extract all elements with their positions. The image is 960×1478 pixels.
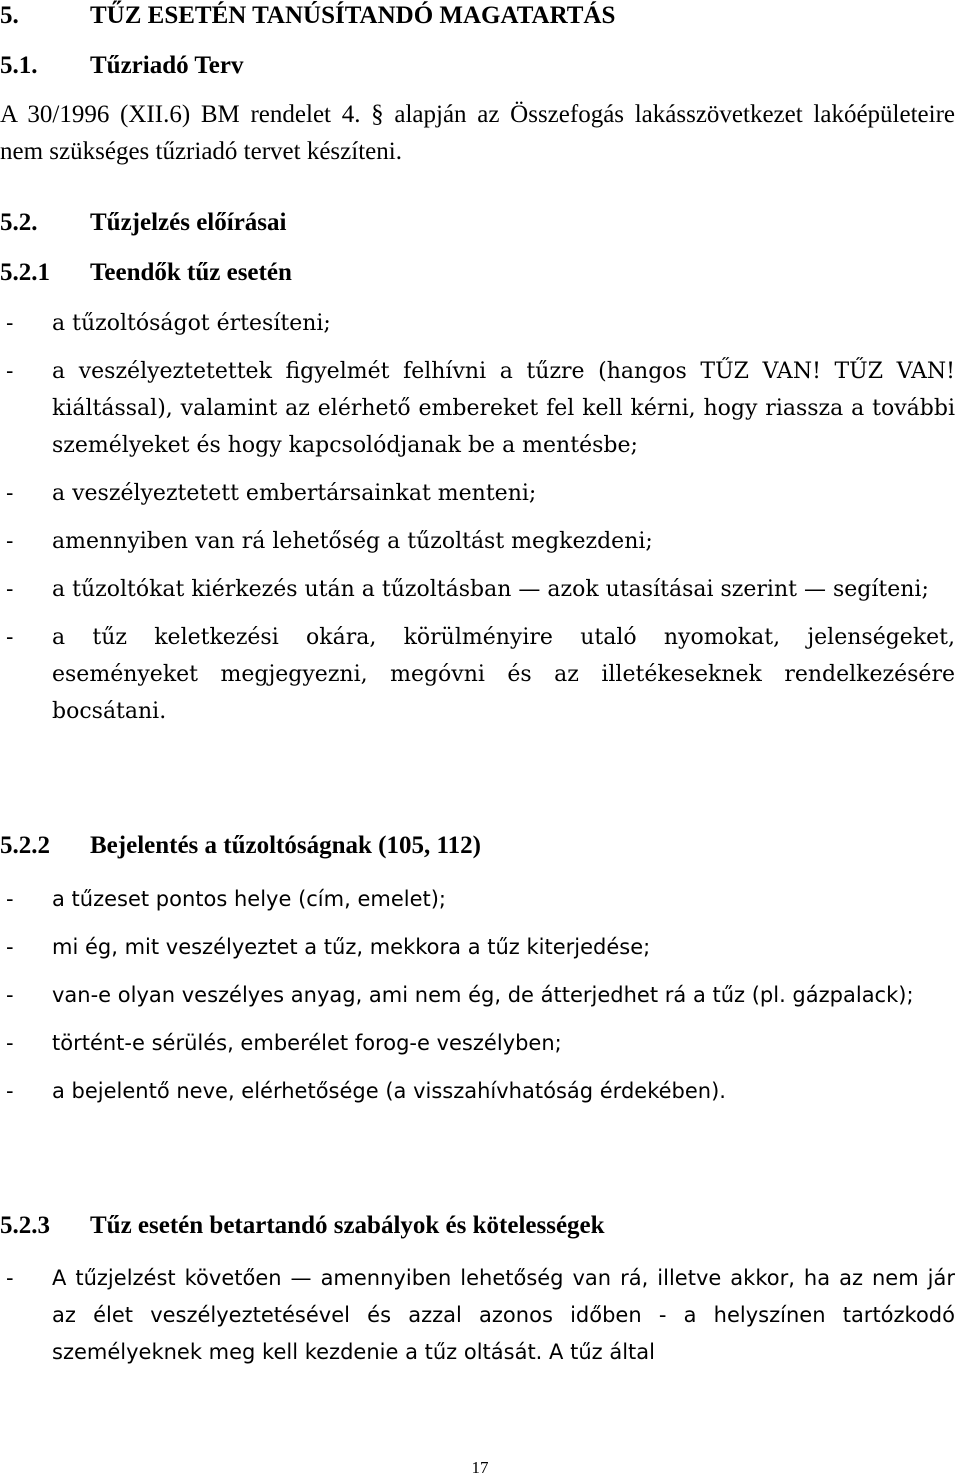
chapter-heading	[0, 2, 960, 30]
list-item	[0, 977, 955, 1014]
list-item	[0, 305, 955, 342]
list-dash: -	[6, 577, 14, 602]
list-item-text: a tűzeset pontos helye (cím, emelet);	[52, 887, 447, 911]
list-item-text: történt-e sérülés, emberélet forog-e veszélyben;	[52, 1031, 562, 1055]
section-number: 5.2.3	[0, 1212, 50, 1239]
list-item	[0, 475, 955, 512]
list-item	[0, 571, 955, 608]
section-5-1-heading	[0, 52, 960, 80]
section-5-2-1-list	[0, 305, 955, 730]
list-item-text: van-e olyan veszélyes anyag, ami nem ég, de átterjedhet rá a tűz (pl. gázpalack);	[52, 983, 914, 1007]
section-title: Tűzriadó Terv	[90, 52, 244, 79]
section-number: 5.2.1	[0, 259, 50, 286]
list-item	[0, 619, 955, 730]
section-title: Tűz esetén betartandó szabályok és kötelességek	[90, 1212, 605, 1239]
list-item-text: a tűzoltókat kiérkezés után a tűzoltásban — azok utasításai szerint — segíteni;	[52, 577, 929, 602]
list-dash: -	[6, 983, 14, 1007]
list-item	[0, 1260, 955, 1371]
section-5-2-3-list	[0, 1260, 955, 1371]
list-dash: -	[6, 625, 14, 650]
list-dash: -	[6, 529, 14, 554]
section-number: 5.2.	[0, 209, 38, 236]
section-5-2-3-heading	[0, 1212, 960, 1240]
section-5-2-heading	[0, 209, 960, 237]
list-item-text: a veszélyeztetett embertársainkat menteni;	[52, 481, 537, 506]
list-item-text: amennyiben van rá lehetőség a tűzoltást megkezdeni;	[52, 529, 653, 554]
list-item-text: a bejelentő neve, elérhetősége (a visszahívhatóság érdekében).	[52, 1079, 726, 1103]
section-number: 5.2.2	[0, 832, 50, 859]
list-item	[0, 929, 955, 966]
list-item	[0, 353, 955, 464]
list-dash: -	[6, 935, 14, 959]
list-item	[0, 1025, 955, 1062]
section-number: 5.1.	[0, 52, 38, 79]
list-item	[0, 1073, 955, 1110]
list-item	[0, 881, 955, 918]
list-dash: -	[6, 311, 14, 336]
list-dash: -	[6, 1266, 14, 1290]
section-title: Teendők tűz esetén	[90, 259, 292, 286]
list-item-text: mi ég, mit veszélyeztet a tűz, mekkora a tűz kiterjedése;	[52, 935, 651, 959]
list-dash: -	[6, 481, 14, 506]
list-item-text: A tűzjelzést követően — amennyiben lehetőség van rá, illetve akkor, ha az nem jár az élet veszélyeztetésével és azzal azonos időben - a helyszínen tartózkodó személyeknek meg kell kezdenie a tűz oltását. A tűz által	[52, 1266, 955, 1364]
list-dash: -	[6, 887, 14, 911]
chapter-number: 5.	[0, 2, 19, 29]
list-item-text: a veszélyeztetettek figyelmét felhívni a tűzre (hangos TŰZ VAN! TŰZ VAN! kiáltással), valamint az elérhető embereket fel kell kérni, hogy riassza a további személyeket és hogy kapcsolódjanak be a mentésbe;	[52, 359, 955, 458]
chapter-title: TŰZ ESETÉN TANÚSÍTANDÓ MAGATARTÁS	[90, 2, 616, 29]
section-5-2-2-list	[0, 881, 955, 1110]
list-item	[0, 523, 955, 560]
section-5-2-1-heading	[0, 259, 960, 287]
list-dash: -	[6, 1079, 14, 1103]
section-5-1-paragraph: A 30/1996 (XII.6) BM rendelet 4. § alapján az Összefogás lakásszövetkezet lakóépületeire nem szükséges tűzriadó tervet készíteni.	[0, 101, 955, 165]
list-dash: -	[6, 359, 14, 384]
page-number: 17	[471, 1458, 489, 1477]
section-title: Bejelentés a tűzoltóságnak (105, 112)	[90, 832, 481, 859]
list-item-text: a tűzoltóságot értesíteni;	[52, 311, 331, 336]
list-item-text: a tűz keletkezési okára, körülményire utaló nyomokat, jelenségeket, eseményeket megjegyezni, megóvni és az illetékeseknek rendelkezésére bocsátani.	[52, 625, 955, 724]
list-dash: -	[6, 1031, 14, 1055]
section-5-2-2-heading	[0, 832, 960, 860]
section-title: Tűzjelzés előírásai	[90, 209, 287, 236]
